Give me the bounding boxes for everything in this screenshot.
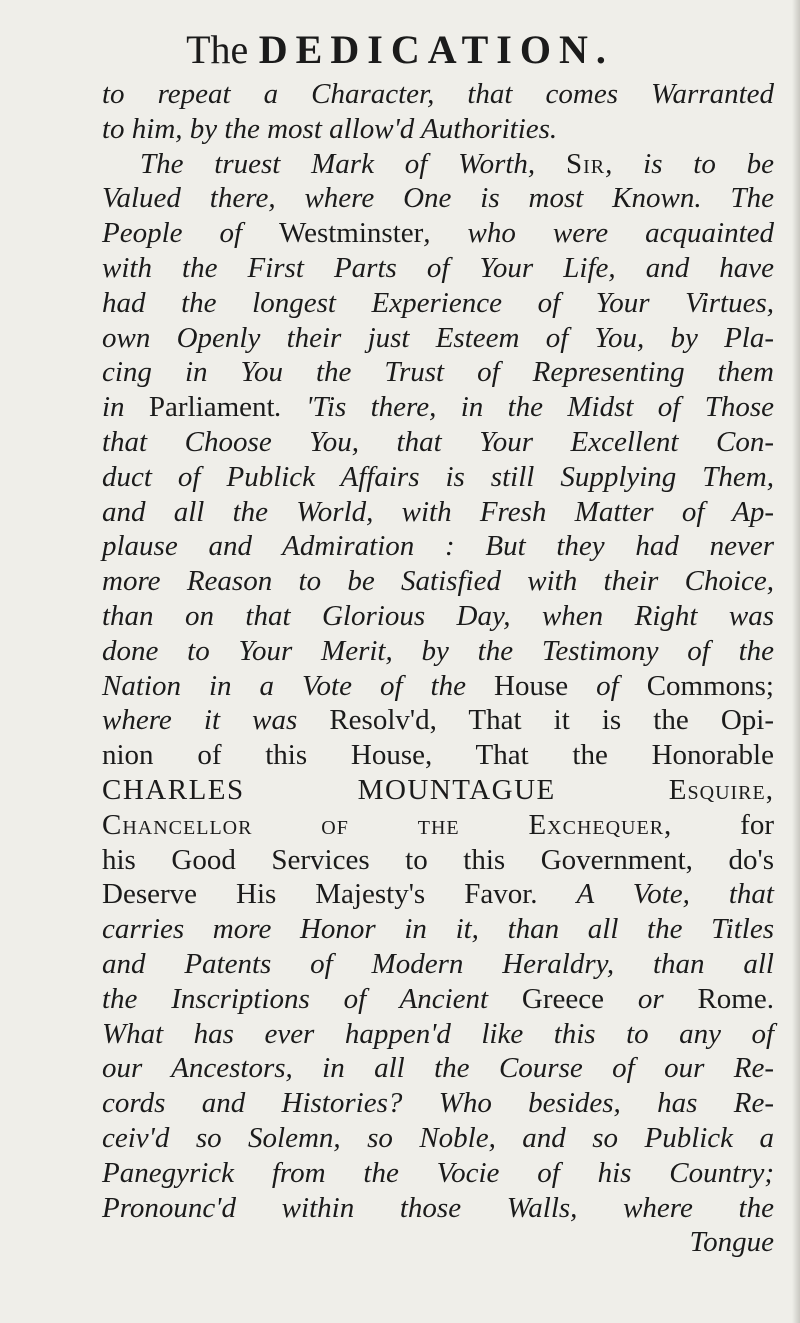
text-segment: his Good Services to this Government, do's — [102, 843, 774, 876]
text-line — [102, 634, 774, 669]
header-word-the: The — [186, 27, 249, 72]
text-line — [102, 321, 774, 356]
text-segment: where it was — [102, 704, 330, 737]
text-line — [102, 1191, 774, 1226]
text-line — [102, 390, 774, 425]
text-segment: . 'Tis there, in the Midst of Those — [274, 391, 775, 424]
text-segment: to him, by the most allow'd Authorities. — [102, 112, 558, 145]
text-line — [102, 912, 774, 947]
text-line — [102, 564, 774, 599]
text-segment: Tongue — [689, 1226, 774, 1259]
text-segment: carries more Honor in it, than all the Titles — [102, 913, 774, 946]
text-line — [102, 1086, 774, 1121]
text-segment: cords and Histories? Who besides, has Re- — [102, 1087, 774, 1120]
text-line — [102, 1121, 774, 1156]
text-line — [102, 495, 774, 530]
text-line — [102, 216, 774, 251]
text-line — [102, 147, 774, 182]
text-segment: of — [568, 669, 647, 702]
text-segment: that Choose You, that Your Excellent Con- — [102, 425, 774, 458]
text-line — [102, 286, 774, 321]
text-line — [102, 1156, 774, 1191]
text-segment: duct of Publick Affairs is still Supplying Them, — [102, 460, 774, 493]
text-segment: Esquire, — [668, 773, 774, 806]
text-segment: Nation in a Vote of the — [102, 669, 494, 702]
text-line — [102, 703, 774, 738]
text-line — [102, 982, 774, 1017]
text-line — [102, 251, 774, 286]
text-segment: Sir — [565, 147, 606, 180]
text-segment: Commons; — [646, 669, 774, 702]
header-word-dedication: DEDICATION. — [258, 27, 614, 72]
catchword — [102, 1225, 774, 1260]
text-segment: own Openly their just Esteem of You, by Pla- — [102, 321, 774, 354]
text-segment: CHARLES MOUNTAGUE — [102, 773, 669, 806]
text-line — [102, 808, 774, 843]
text-segment: Pronounc'd within those Walls, where the — [102, 1191, 774, 1224]
text-segment: , is to be — [605, 147, 774, 180]
text-line — [102, 181, 774, 216]
text-segment: Parliament — [148, 391, 275, 424]
text-segment: A Vote, that — [576, 878, 774, 911]
text-segment: cing in You the Trust of Representing them — [102, 356, 774, 389]
text-line — [102, 738, 774, 773]
text-segment: Deserve His Majesty's Favor. — [102, 878, 577, 911]
text-segment: or — [604, 982, 698, 1015]
text-line — [102, 947, 774, 982]
text-segment: had the longest Experience of Your Virtues, — [102, 286, 774, 319]
text-segment: and all the World, with Fresh Matter of Ap- — [102, 495, 774, 528]
text-segment: with the First Parts of Your Life, and have — [102, 251, 774, 284]
text-segment: Resolv'd, That it is the Opi- — [329, 704, 774, 737]
text-segment: for — [672, 808, 774, 841]
text-line — [102, 460, 774, 495]
text-segment: What has ever happen'd like this to any of — [102, 1017, 774, 1050]
text-segment: Chancellor of the Exchequer, — [102, 808, 673, 841]
text-line — [102, 1017, 774, 1052]
text-segment: Rome. — [697, 982, 774, 1015]
text-segment: Greece — [521, 982, 605, 1015]
text-segment: the Inscriptions of Ancient — [102, 982, 522, 1015]
text-segment: Valued there, where One is most Known. The — [102, 182, 774, 215]
body-text — [102, 77, 774, 1260]
text-segment: to repeat a Character, that comes Warranted — [102, 78, 774, 110]
running-header — [0, 24, 800, 76]
text-segment: , who were acquainted — [423, 217, 774, 250]
text-segment: and Patents of Modern Heraldry, than all — [102, 947, 774, 980]
text-line — [102, 1051, 774, 1086]
text-segment: The truest Mark of Worth, — [140, 147, 566, 180]
text-line — [102, 425, 774, 460]
text-line — [102, 355, 774, 390]
text-line — [102, 877, 774, 912]
text-segment: People of — [102, 217, 280, 250]
text-line — [102, 773, 774, 808]
text-line — [102, 112, 774, 147]
text-segment: in — [102, 391, 149, 424]
text-segment: plause and Admiration : But they had never — [102, 530, 774, 563]
text-segment: than on that Glorious Day, when Right was — [102, 599, 774, 632]
text-segment: more Reason to be Satisfied with their Choice, — [102, 565, 774, 598]
text-line — [102, 599, 774, 634]
text-segment: ceiv'd so Solemn, so Noble, and so Publick a — [102, 1121, 774, 1154]
text-line — [102, 77, 774, 112]
page-edge-shadow — [792, 0, 800, 1323]
text-line — [102, 669, 774, 704]
text-line — [102, 843, 774, 878]
text-segment: our Ancestors, in all the Course of our Re- — [102, 1052, 774, 1085]
text-segment: done to Your Merit, by the Testimony of the — [102, 634, 774, 667]
text-segment: Westminster — [279, 217, 424, 250]
text-segment: House — [494, 669, 569, 702]
text-line — [102, 529, 774, 564]
text-segment: nion of this House, That the Honorable — [102, 739, 774, 772]
text-segment: Panegyrick from the Vocie of his Country; — [102, 1156, 774, 1189]
